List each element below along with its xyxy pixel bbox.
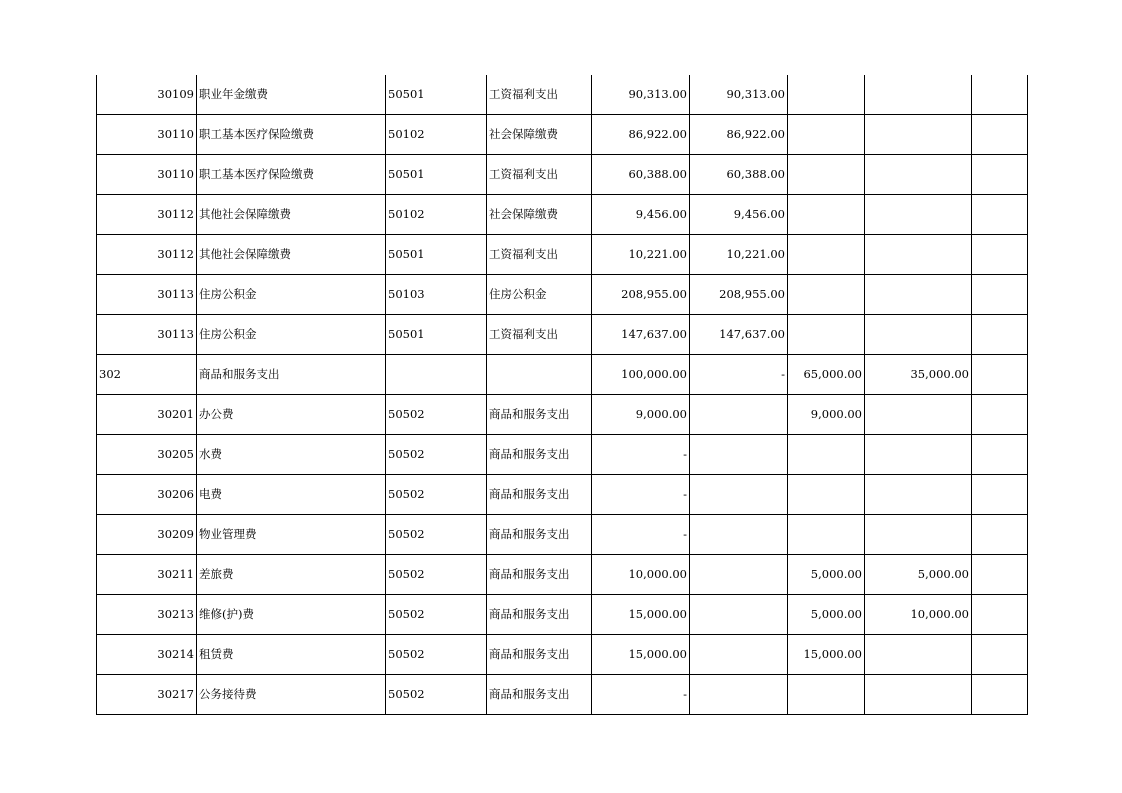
table-row — [97, 395, 1028, 435]
project-expenditure-cell: 5,000.00 — [788, 595, 865, 635]
economic-code-cell: 50502 — [386, 395, 487, 435]
economic-name-cell: 工资福利支出 — [487, 155, 592, 195]
basic-expenditure-cell: 208,955.00 — [690, 275, 788, 315]
extra-cell — [972, 75, 1028, 115]
economic-code-cell: 50501 — [386, 155, 487, 195]
table-row — [97, 635, 1028, 675]
economic-name-cell: 社会保障缴费 — [487, 195, 592, 235]
other-expenditure-cell — [865, 315, 972, 355]
economic-name-cell: 社会保障缴费 — [487, 115, 592, 155]
economic-name-cell: 商品和服务支出 — [487, 595, 592, 635]
extra-cell — [972, 235, 1028, 275]
function-code-cell: 30109 — [97, 75, 197, 115]
project-expenditure-cell — [788, 115, 865, 155]
other-expenditure-cell — [865, 195, 972, 235]
economic-name-cell — [487, 355, 592, 395]
extra-cell — [972, 115, 1028, 155]
extra-cell — [972, 195, 1028, 235]
other-expenditure-cell: 5,000.00 — [865, 555, 972, 595]
basic-expenditure-cell — [690, 435, 788, 475]
total-amount-cell: 10,221.00 — [592, 235, 690, 275]
basic-expenditure-cell: 90,313.00 — [690, 75, 788, 115]
other-expenditure-cell — [865, 675, 972, 715]
function-code-cell: 302 — [97, 355, 197, 395]
function-name-cell: 物业管理费 — [197, 515, 386, 555]
economic-name-cell: 商品和服务支出 — [487, 395, 592, 435]
economic-name-cell: 商品和服务支出 — [487, 475, 592, 515]
project-expenditure-cell — [788, 475, 865, 515]
extra-cell — [972, 555, 1028, 595]
basic-expenditure-cell — [690, 395, 788, 435]
total-amount-cell: 15,000.00 — [592, 595, 690, 635]
function-name-cell: 其他社会保障缴费 — [197, 235, 386, 275]
function-code-cell: 30113 — [97, 315, 197, 355]
other-expenditure-cell — [865, 75, 972, 115]
function-name-cell: 租赁费 — [197, 635, 386, 675]
extra-cell — [972, 515, 1028, 555]
function-code-cell: 30214 — [97, 635, 197, 675]
economic-name-cell: 住房公积金 — [487, 275, 592, 315]
total-amount-cell: - — [592, 435, 690, 475]
economic-name-cell: 工资福利支出 — [487, 315, 592, 355]
basic-expenditure-cell: 147,637.00 — [690, 315, 788, 355]
other-expenditure-cell — [865, 115, 972, 155]
function-code-cell: 30209 — [97, 515, 197, 555]
table-row — [97, 275, 1028, 315]
function-code-cell: 30112 — [97, 195, 197, 235]
table-row — [97, 355, 1028, 395]
function-code-cell: 30201 — [97, 395, 197, 435]
extra-cell — [972, 355, 1028, 395]
function-name-cell: 电费 — [197, 475, 386, 515]
function-code-cell: 30112 — [97, 235, 197, 275]
project-expenditure-cell — [788, 275, 865, 315]
other-expenditure-cell: 10,000.00 — [865, 595, 972, 635]
table-row — [97, 315, 1028, 355]
project-expenditure-cell — [788, 675, 865, 715]
basic-expenditure-cell — [690, 595, 788, 635]
table-row — [97, 515, 1028, 555]
project-expenditure-cell — [788, 515, 865, 555]
basic-expenditure-cell — [690, 675, 788, 715]
basic-expenditure-cell — [690, 475, 788, 515]
table-row — [97, 675, 1028, 715]
basic-expenditure-cell: 10,221.00 — [690, 235, 788, 275]
table-row — [97, 435, 1028, 475]
extra-cell — [972, 595, 1028, 635]
economic-code-cell: 50502 — [386, 475, 487, 515]
other-expenditure-cell — [865, 635, 972, 675]
project-expenditure-cell — [788, 235, 865, 275]
other-expenditure-cell — [865, 395, 972, 435]
budget-table — [96, 75, 1028, 715]
project-expenditure-cell — [788, 435, 865, 475]
project-expenditure-cell — [788, 75, 865, 115]
other-expenditure-cell — [865, 515, 972, 555]
basic-expenditure-cell — [690, 515, 788, 555]
function-code-cell: 30217 — [97, 675, 197, 715]
function-code-cell: 30110 — [97, 115, 197, 155]
table-row — [97, 595, 1028, 635]
total-amount-cell: 100,000.00 — [592, 355, 690, 395]
function-name-cell: 职业年金缴费 — [197, 75, 386, 115]
economic-code-cell: 50501 — [386, 75, 487, 115]
total-amount-cell: 9,000.00 — [592, 395, 690, 435]
function-name-cell: 公务接待费 — [197, 675, 386, 715]
function-code-cell: 30211 — [97, 555, 197, 595]
extra-cell — [972, 635, 1028, 675]
basic-expenditure-cell: 9,456.00 — [690, 195, 788, 235]
function-name-cell: 水费 — [197, 435, 386, 475]
basic-expenditure-cell: 60,388.00 — [690, 155, 788, 195]
other-expenditure-cell: 35,000.00 — [865, 355, 972, 395]
economic-code-cell: 50103 — [386, 275, 487, 315]
economic-code-cell: 50502 — [386, 435, 487, 475]
table-row — [97, 475, 1028, 515]
function-code-cell: 30213 — [97, 595, 197, 635]
project-expenditure-cell: 15,000.00 — [788, 635, 865, 675]
economic-name-cell: 商品和服务支出 — [487, 675, 592, 715]
economic-code-cell: 50501 — [386, 235, 487, 275]
extra-cell — [972, 395, 1028, 435]
economic-code-cell: 50502 — [386, 635, 487, 675]
economic-code-cell — [386, 355, 487, 395]
economic-name-cell: 工资福利支出 — [487, 75, 592, 115]
function-name-cell: 其他社会保障缴费 — [197, 195, 386, 235]
other-expenditure-cell — [865, 435, 972, 475]
project-expenditure-cell — [788, 195, 865, 235]
extra-cell — [972, 275, 1028, 315]
function-name-cell: 住房公积金 — [197, 315, 386, 355]
total-amount-cell: 15,000.00 — [592, 635, 690, 675]
function-code-cell: 30206 — [97, 475, 197, 515]
extra-cell — [972, 315, 1028, 355]
economic-name-cell: 商品和服务支出 — [487, 435, 592, 475]
project-expenditure-cell: 65,000.00 — [788, 355, 865, 395]
economic-code-cell: 50502 — [386, 515, 487, 555]
table-row — [97, 155, 1028, 195]
basic-expenditure-cell: - — [690, 355, 788, 395]
function-code-cell: 30110 — [97, 155, 197, 195]
other-expenditure-cell — [865, 235, 972, 275]
economic-code-cell: 50102 — [386, 115, 487, 155]
economic-name-cell: 商品和服务支出 — [487, 515, 592, 555]
table-row — [97, 115, 1028, 155]
extra-cell — [972, 155, 1028, 195]
table-row — [97, 555, 1028, 595]
table-row — [97, 235, 1028, 275]
project-expenditure-cell — [788, 155, 865, 195]
total-amount-cell: 147,637.00 — [592, 315, 690, 355]
function-name-cell: 维修(护)费 — [197, 595, 386, 635]
function-name-cell: 职工基本医疗保险缴费 — [197, 155, 386, 195]
economic-code-cell: 50102 — [386, 195, 487, 235]
function-code-cell: 30113 — [97, 275, 197, 315]
other-expenditure-cell — [865, 275, 972, 315]
total-amount-cell: 86,922.00 — [592, 115, 690, 155]
economic-code-cell: 50502 — [386, 675, 487, 715]
project-expenditure-cell: 9,000.00 — [788, 395, 865, 435]
total-amount-cell: 60,388.00 — [592, 155, 690, 195]
function-name-cell: 职工基本医疗保险缴费 — [197, 115, 386, 155]
function-name-cell: 差旅费 — [197, 555, 386, 595]
function-name-cell: 办公费 — [197, 395, 386, 435]
extra-cell — [972, 435, 1028, 475]
economic-code-cell: 50501 — [386, 315, 487, 355]
table-row — [97, 195, 1028, 235]
economic-name-cell: 商品和服务支出 — [487, 555, 592, 595]
table-body — [97, 75, 1028, 715]
function-name-cell: 商品和服务支出 — [197, 355, 386, 395]
total-amount-cell: 90,313.00 — [592, 75, 690, 115]
extra-cell — [972, 475, 1028, 515]
economic-code-cell: 50502 — [386, 595, 487, 635]
total-amount-cell: - — [592, 675, 690, 715]
other-expenditure-cell — [865, 155, 972, 195]
total-amount-cell: 10,000.00 — [592, 555, 690, 595]
table-row — [97, 75, 1028, 115]
total-amount-cell: - — [592, 475, 690, 515]
economic-name-cell: 工资福利支出 — [487, 235, 592, 275]
total-amount-cell: 9,456.00 — [592, 195, 690, 235]
project-expenditure-cell — [788, 315, 865, 355]
economic-name-cell: 商品和服务支出 — [487, 635, 592, 675]
basic-expenditure-cell — [690, 635, 788, 675]
function-name-cell: 住房公积金 — [197, 275, 386, 315]
project-expenditure-cell: 5,000.00 — [788, 555, 865, 595]
basic-expenditure-cell — [690, 555, 788, 595]
basic-expenditure-cell: 86,922.00 — [690, 115, 788, 155]
economic-code-cell: 50502 — [386, 555, 487, 595]
function-code-cell: 30205 — [97, 435, 197, 475]
other-expenditure-cell — [865, 475, 972, 515]
total-amount-cell: 208,955.00 — [592, 275, 690, 315]
total-amount-cell: - — [592, 515, 690, 555]
extra-cell — [972, 675, 1028, 715]
